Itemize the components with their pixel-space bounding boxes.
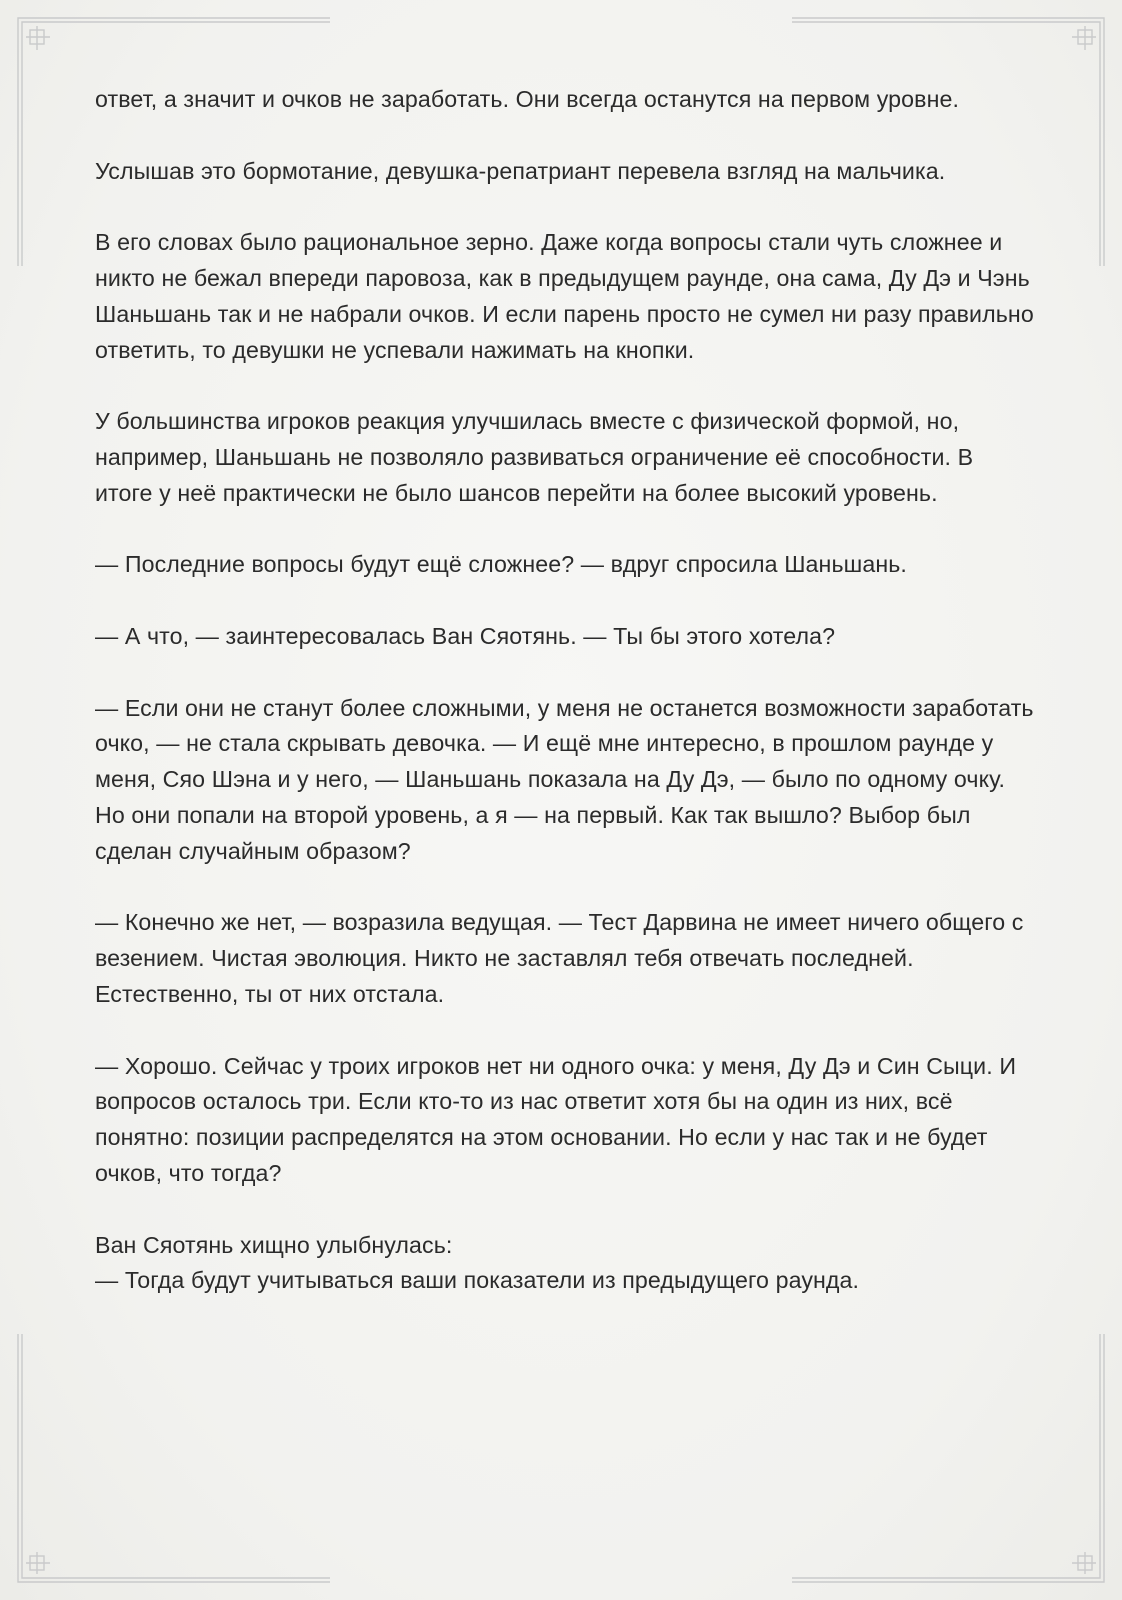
paragraph: Услышав это бормотание, девушка-репатриант перевела взгляд на мальчика. (95, 157, 946, 184)
corner-ornament-bottom-left-icon (18, 1334, 330, 1582)
paragraph: — Хорошо. Сейчас у троих игроков нет ни одного очка: у меня, Ду Дэ и Син Сыци. И вопросов осталось три. Если кто-то из нас ответит хотя бы на один из них, всё понятно: позиции распределятся на этом основании. Но если у нас так и не будет очков, что тогда? (95, 1052, 1017, 1186)
paragraph: — Конечно же нет, — возразила ведущая. — Тест Дарвина не имеет ничего общего с везением. Чистая эволюция. Никто не заставлял тебя отвечать последней. Естественно, ты от них отстала. (95, 909, 1024, 1007)
paragraph: В его словах было рациональное зерно. Даже когда вопросы стали чуть сложнее и никто не бежал впереди паровоза, как в предыдущем раунде, она сама, Ду Дэ и Чэнь Шаньшань так и не набрали очков. И если парень просто не сумел ни разу правильно ответить, то девушки не успевали нажимать на кнопки. (95, 229, 1034, 363)
paragraph: — Если они не станут более сложными, у меня не останется возможности заработать очко, — не стала скрывать девочка. — И ещё мне интересно, в прошлом раунде у меня, Сяо Шэна и у него, — Шаньшань показала на Ду Дэ, — было по одному очку. Но они попали на второй уровень, а я — на первый. Как так вышло? Выбор был сделан случайным образом? (95, 694, 1034, 864)
corner-ornament-bottom-right-icon (792, 1334, 1104, 1582)
paragraph: — А что, — заинтересовалась Ван Сяотянь. — Ты бы этого хотела? (95, 622, 836, 649)
final-paragraph (95, 1228, 1035, 1300)
paragraph: — Последние вопросы будут ещё сложнее? — вдруг спросила Шаньшань. (95, 551, 907, 578)
document-body (95, 82, 1035, 1335)
paragraph: ответ, а значит и очков не заработать. Они всегда останутся на первом уровне. (95, 86, 960, 112)
paragraph: У большинства игроков реакция улучшилась вместе с физической формой, но, например, Шаньшань не позволяло развиваться ограничение её способности. В итоге у неё практически не было шансов перейти на более высокий уровень. (95, 408, 974, 506)
final-paragraph-line: — Тогда будут учитываться ваши показатели из предыдущего раунда. (95, 1267, 860, 1294)
final-paragraph-line: Ван Сяотянь хищно улыбнулась: (95, 1231, 453, 1258)
